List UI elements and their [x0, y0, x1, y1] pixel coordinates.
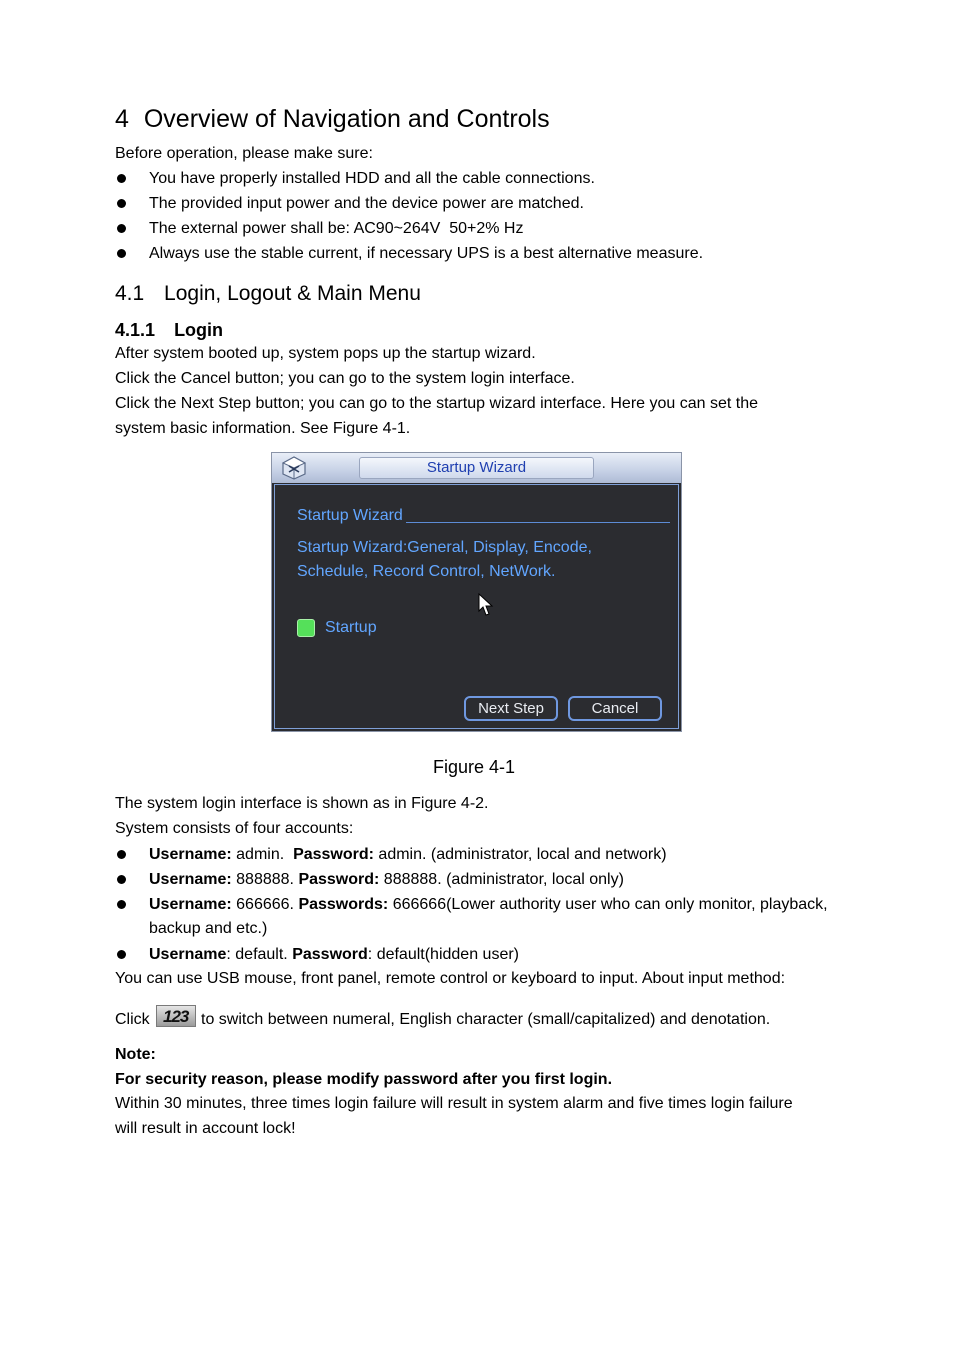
note-bold-line: For security reason, please modify password after you first login.	[115, 1071, 613, 1088]
password-label: Password	[292, 946, 368, 963]
checklist-item: You have properly installed HDD and all the cable connections.	[149, 170, 595, 187]
password-value: 888888. (administrator, local only)	[379, 871, 624, 888]
password-value: admin. (administrator, local and network)	[373, 846, 667, 863]
checklist-item: The provided input power and the device power are matched.	[149, 195, 584, 212]
account-item-continuation: backup and etc.)	[149, 920, 268, 937]
section-title: Login, Logout & Main Menu	[164, 282, 421, 305]
wizard-section-label: Startup Wizard	[297, 507, 403, 524]
paragraph-line: Click the Cancel button; you can go to the system login interface.	[115, 370, 575, 387]
account-item	[149, 895, 828, 915]
cancel-button[interactable]: Cancel	[568, 696, 662, 721]
paragraph-line: System consists of four accounts:	[115, 820, 354, 837]
window-titlebar	[272, 453, 681, 483]
username-value: 666666.	[231, 896, 299, 913]
section-divider	[406, 522, 670, 523]
startup-checkbox[interactable]	[297, 619, 315, 637]
subsection-heading	[115, 319, 223, 341]
input-method-123-icon	[156, 1005, 196, 1027]
chapter-number: 4	[115, 105, 129, 133]
startup-wizard-screenshot	[271, 452, 682, 732]
paragraph-line: system basic information. See Figure 4-1.	[115, 420, 411, 437]
input-method-icon-text: 123	[163, 1007, 189, 1026]
bullet-icon	[117, 249, 126, 258]
section-number: 4.1	[115, 282, 145, 305]
chapter-title: Overview of Navigation and Controls	[143, 105, 550, 133]
password-value: : default(hidden user)	[367, 946, 519, 963]
app-logo-icon	[281, 456, 307, 480]
click-text-after: to switch between numeral, English character (small/capitalized) and denotation.	[201, 1011, 771, 1028]
checklist-item: The external power shall be: AC90~264V 50+2% Hz	[149, 220, 524, 237]
window-title: Startup Wizard	[359, 457, 594, 479]
password-label: Password:	[293, 846, 374, 863]
bullet-icon	[117, 224, 126, 233]
bullet-icon	[117, 950, 126, 959]
paragraph-line: After system booted up, system pops up the startup wizard.	[115, 345, 536, 362]
username-value: : default.	[226, 946, 293, 963]
bullet-icon	[117, 875, 126, 884]
mouse-cursor-icon	[478, 593, 495, 617]
account-item	[149, 945, 519, 965]
username-label: Username	[149, 946, 227, 963]
username-value: 888888.	[231, 871, 299, 888]
click-text: Click	[115, 1011, 150, 1028]
password-label: Passwords:	[298, 896, 389, 913]
paragraph-line: Click the Next Step button; you can go to the startup wizard interface. Here you can set the	[115, 395, 759, 412]
bullet-icon	[117, 850, 126, 859]
note-line: Within 30 minutes, three times login failure will result in system alarm and five times login failure	[115, 1095, 793, 1112]
note-line: will result in account lock!	[115, 1120, 296, 1137]
account-item	[149, 845, 667, 865]
account-item	[149, 870, 624, 890]
paragraph-line: You can use USB mouse, front panel, remote control or keyboard to input. About input method:	[115, 970, 786, 987]
wizard-description: Schedule, Record Control, NetWork.	[297, 563, 556, 580]
figure-caption: Figure 4-1	[433, 757, 516, 777]
wizard-panel	[274, 484, 679, 729]
wizard-description: Startup Wizard:General, Display, Encode,	[297, 539, 592, 556]
paragraph-line: The system login interface is shown as in Figure 4-2.	[115, 795, 489, 812]
password-value: 666666(Lower authority user who can only monitor, playback,	[388, 896, 828, 913]
startup-checkbox-label: Startup	[325, 619, 377, 636]
note-label: Note:	[115, 1046, 156, 1063]
bullet-icon	[117, 900, 126, 909]
subsection-title: Login	[174, 320, 224, 340]
subsection-number: 4.1.1	[115, 320, 156, 340]
next-step-button[interactable]: Next Step	[464, 696, 558, 721]
intro-text: Before operation, please make sure:	[115, 145, 373, 162]
bullet-icon	[117, 174, 126, 183]
username-label: Username:	[149, 896, 232, 913]
section-heading	[115, 281, 421, 307]
username-value: admin.	[231, 846, 294, 863]
password-label: Password:	[298, 871, 380, 888]
username-label: Username:	[149, 871, 232, 888]
bullet-icon	[117, 199, 126, 208]
chapter-heading	[115, 104, 550, 134]
checklist-item: Always use the stable current, if necessary UPS is a best alternative measure.	[149, 245, 704, 262]
username-label: Username:	[149, 846, 232, 863]
